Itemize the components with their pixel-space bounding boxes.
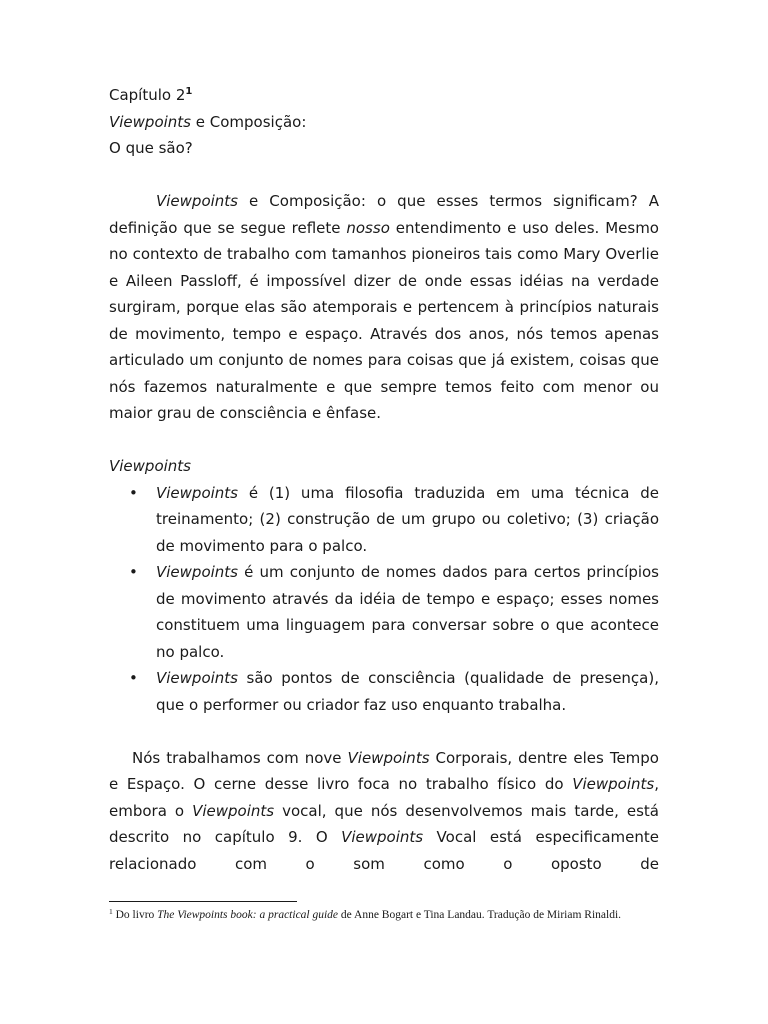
- intro-text-2: entendimento e uso deles. Mesmo no contexto de trabalho com tamanhos pioneiros tais como Mary Overlie e Aileen Passloff, é impossível dizer de onde essas idéias na verdade surgiram, porque elas são atemporais e pertencem à princípios naturais de movimento, tempo e espaço. Através dos anos, nós temos apenas articulado um conjunto de nomes para coisas que já existem, coisas que nós fazemos naturalmente e que sempre temos feito com menor ou maior grau de consciência e ênfase.: [109, 218, 659, 422]
- list-item: [109, 480, 659, 560]
- p2-italic-c: Viewpoints: [192, 801, 275, 820]
- p2-text-e: Vocal está especificamente relacionado com o som como o oposto de: [109, 828, 659, 873]
- chapter-title: [109, 109, 659, 136]
- intro-italic-1: Viewpoints: [156, 192, 238, 210]
- footnote-ref[interactable]: 1: [185, 86, 193, 97]
- p2-text-c: , embora o: [109, 775, 659, 820]
- footnote-suffix: de Anne Bogart e Tina Landau. Tradução de Miriam Rinaldi.: [338, 909, 622, 921]
- viewpoints-list: [109, 480, 659, 719]
- chapter-subtitle: O que são?: [109, 139, 193, 157]
- section-label: [109, 453, 659, 480]
- p2-italic-b: Viewpoints: [572, 775, 655, 793]
- footnote-divider: [109, 901, 297, 902]
- footnote: [109, 908, 649, 922]
- list-item-italic: Viewpoints: [156, 669, 238, 687]
- intro-paragraph: [109, 188, 659, 427]
- list-item: [109, 665, 659, 718]
- body-text: [109, 82, 659, 877]
- list-item: [109, 559, 659, 665]
- body-paragraph-2: [109, 745, 659, 878]
- footnote-number: 1: [109, 907, 113, 916]
- bullet-icon: •: [129, 563, 138, 581]
- title-rest: e Composição:: [191, 112, 307, 131]
- list-item-text: é (1) uma filosofia traduzida em uma técnica de treinamento; (2) construção de um grupo ou coletivo; (3) criação de movimento para o palco.: [156, 483, 659, 555]
- section-label-text: Viewpoints: [109, 457, 191, 475]
- footnote-prefix: Do livro: [112, 909, 158, 921]
- list-item-text: são pontos de consciência (qualidade de presença), que o performer ou criador faz uso enquanto trabalha.: [156, 669, 659, 714]
- list-item-text: é um conjunto de nomes dados para certos princípios de movimento através da idéia de tempo e espaço; esses nomes constituem uma linguagem para conversar sobre o que acontece no palco.: [156, 563, 659, 661]
- p2-text-a: Nós trabalhamos com nove: [132, 748, 348, 767]
- title-italic: Viewpoints: [109, 112, 191, 131]
- p2-text-d: vocal, que nós desenvolvemos mais tarde, está descrito no capítulo 9. O: [109, 801, 659, 846]
- bullet-icon: •: [129, 483, 138, 502]
- bullet-icon: •: [129, 669, 138, 687]
- p2-text-b: Corporais, dentre eles Tempo e Espaço. O cerne desse livro foca no trabalho físico do: [109, 748, 659, 793]
- footnote-book-title: The Viewpoints book: a practical guide: [157, 909, 339, 921]
- list-item-italic: Viewpoints: [156, 563, 238, 581]
- list-item-italic: Viewpoints: [156, 483, 238, 502]
- chapter-heading: [109, 82, 659, 109]
- p2-italic-d: Viewpoints: [341, 828, 424, 846]
- intro-italic-2: nosso: [346, 218, 390, 237]
- intro-text-1: e Composição: o que esses termos significam? A definição que se segue reflete: [109, 192, 659, 237]
- chapter-label: Capítulo 2: [109, 86, 186, 104]
- p2-italic-a: Viewpoints: [347, 748, 430, 767]
